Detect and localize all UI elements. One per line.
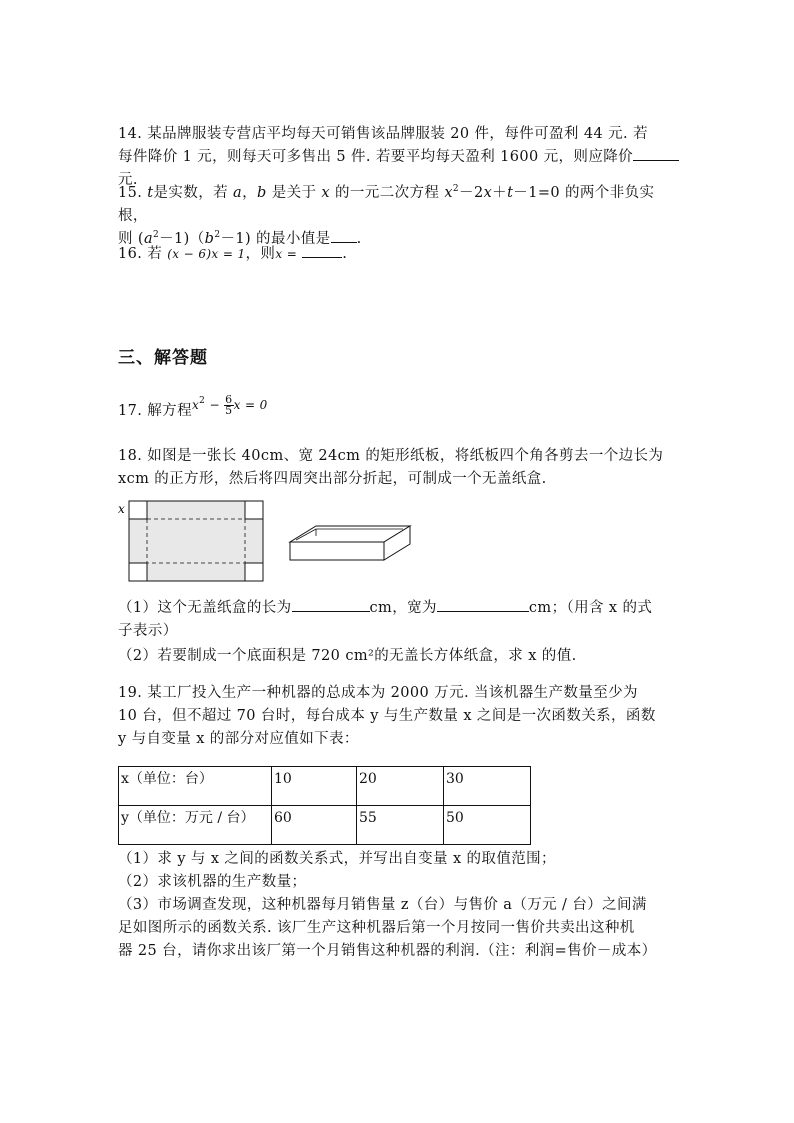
q14-line2 — [118, 146, 684, 169]
q19-line2: 10 台，但不超过 70 台时，每台成本 y 与生产数量 x 之间是一次函数关系，函数 — [118, 708, 656, 724]
q15-eq-x2: x — [483, 185, 493, 201]
corner-square-tl — [129, 501, 147, 519]
q15-var-t: t — [147, 185, 154, 201]
question-17: 17. 解方程$^{x2}$ − $\frac{6}{5}$ $^{x = 0}$ — [118, 392, 268, 419]
q15-line2-a: a — [143, 231, 154, 247]
open-box-figure — [290, 526, 410, 560]
corner-square-bl — [129, 563, 147, 581]
q15-line2-end: . — [356, 231, 362, 247]
q18-sub2: （2）若要制成一个底面积是 720 cm²的无盖长方体纸盒，求 x 的值. — [118, 648, 577, 664]
q14-answer-blank — [633, 146, 679, 161]
q16-num: 16. 若 — [118, 246, 163, 262]
q17-frac-den: 5 — [225, 403, 233, 417]
question-16 — [118, 243, 684, 266]
q15-text-b: 是关于 — [271, 185, 317, 201]
q19-sub3-line2: 足如图所示的函数关系. 该厂生产这种机器后第一个月按同一售价共卖出这种机 — [118, 920, 635, 936]
q16-end: . — [342, 246, 348, 262]
question-18 — [118, 445, 684, 491]
table-cell: 20 — [357, 767, 444, 806]
q14-line2-text: 每件降价 1 元，则每天可多售出 5 件. 若要平均每天盈利 1600 元，则应降价 — [118, 149, 634, 165]
question-19 — [118, 682, 684, 751]
q18-sub1-a: （1）这个无盖纸盒的长为 — [118, 600, 292, 616]
q15-eq-t: t — [507, 185, 514, 201]
q18-sub1-d: 子表示） — [118, 623, 178, 639]
table-cell: 55 — [357, 806, 444, 845]
q17-text: 17. 解方程 — [118, 403, 192, 419]
table-cell: 30 — [444, 767, 531, 806]
table-row — [119, 767, 531, 806]
table-cell: x（单位：台） — [119, 767, 272, 806]
q19-sub3-line3: 器 25 台，请你求出该厂第一个月销售这种机器的利润.（注：利润=售价－成本） — [118, 943, 657, 959]
corner-square-tr — [245, 501, 263, 519]
q19-line3: y 与自变量 x 的部分对应值如下表： — [118, 731, 359, 747]
q18-length-blank — [292, 597, 370, 612]
q19-sub2: （2）求该机器的生产数量； — [118, 874, 307, 890]
q15-eq-rest2: ＋ — [492, 185, 508, 201]
q17-frac-num: 6 — [225, 392, 233, 406]
q18-sub1-line1 — [118, 597, 684, 620]
q15-comma: ， — [242, 185, 257, 201]
question-19-parts — [118, 848, 688, 963]
value-table — [118, 766, 531, 845]
q15-text-a: 是实数，若 — [153, 185, 229, 201]
q15-line2-mid: －1)（ — [159, 231, 205, 247]
table-cell: 50 — [444, 806, 531, 845]
q15-var-b: b — [256, 185, 267, 201]
q19-line1: 19. 某工厂投入生产一种机器的总成本为 2000 万元. 当该机器生产数量至少为 — [118, 685, 638, 701]
q15-var-a: a — [233, 185, 243, 201]
table-row — [119, 806, 531, 845]
q15-line2-post: －1) 的最小值是 — [220, 231, 331, 247]
q15-line2-b: b — [204, 231, 215, 247]
q15-eq-rest3: －1=0 的两个非负实根， — [118, 185, 655, 224]
q18-width-blank — [437, 597, 529, 612]
question-18-parts — [118, 597, 684, 668]
q15-line2: 则 $(a^2-1)(b^2-1)$ 的最小值是 . — [118, 230, 362, 247]
q19-sub1: （1）求 y 与 x 之间的函数关系式，并写出自变量 x 的取值范围； — [118, 851, 556, 867]
q18-sub1-b: cm，宽为 — [369, 600, 437, 616]
table-cell: y（单位：万元 / 台） — [119, 806, 272, 845]
fig-x-label: x — [118, 502, 125, 516]
q15-line2-pre: 则 ( — [118, 231, 144, 247]
q15-eq-x: x — [444, 185, 453, 201]
q15-eq-rest: －2 — [459, 185, 484, 201]
cardboard-sheet — [129, 501, 263, 581]
question-15 — [118, 182, 684, 251]
q17-fraction — [224, 392, 233, 417]
q17-eq-minus: − — [205, 398, 225, 412]
q16-answer-blank — [302, 243, 342, 258]
table-cell: 60 — [272, 806, 357, 845]
q17-eq-post: x = 0 — [233, 398, 268, 412]
q16-expression: (x − 6)x = 1 — [167, 247, 246, 261]
q16-var: x = — [275, 247, 298, 261]
corner-square-br — [245, 563, 263, 581]
q14-line3: 元. — [118, 172, 138, 188]
q15-text-c: 的一元二次方程 — [335, 185, 440, 201]
cardboard-figure — [116, 498, 416, 588]
q15-answer-blank — [331, 228, 357, 243]
q19-sub3-line1: （3）市场调查发现，这种机器每月销售量 z（台）与售价 a（万元 / 台）之间满 — [118, 897, 647, 913]
q18-line2: xcm 的正方形，然后将四周突出部分折起，可制成一个无盖纸盒. — [118, 471, 547, 487]
q16-mid: ，则 — [245, 246, 276, 262]
table-cell: 10 — [272, 767, 357, 806]
q15-var-x: x — [321, 185, 330, 201]
q17-eq-x: x — [191, 398, 200, 412]
q15-num: 15. — [118, 185, 143, 201]
section-title: 三、解答题 — [118, 348, 208, 368]
q18-sub1-c: cm；（用含 x 的式 — [528, 600, 653, 616]
q18-line1: 18. 如图是一张长 40cm、宽 24cm 的矩形纸板，将纸板四个角各剪去一个边长为 — [118, 448, 664, 464]
q14-line1: 14. 某品牌服装专营店平均每天可销售该品牌服装 20 件，每件可盈利 44 元. 若 — [118, 126, 648, 142]
q15-line1: 15. t是实数，若 a，b 是关于 x 的一元二次方程 $x^2-2x+t-1=0$ 的两个非负实根， — [118, 184, 655, 224]
